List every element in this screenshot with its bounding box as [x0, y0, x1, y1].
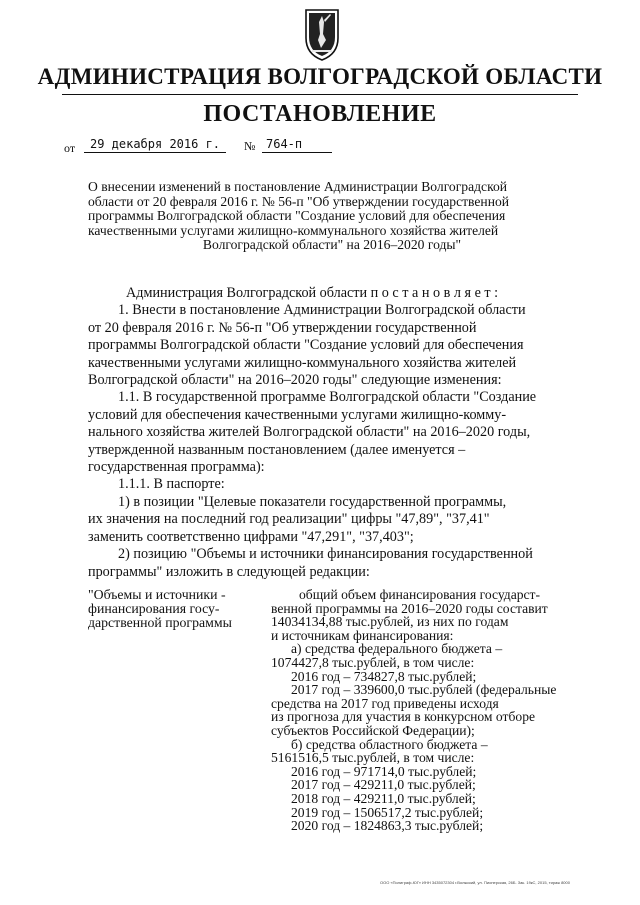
body-line: 1.1.1. В паспорте: — [118, 476, 225, 493]
subject-line: области от 20 февраля 2016 г. № 56-п "Об утверждении государственной — [88, 193, 510, 209]
body-line: условий для обеспечения качественными услугами жилищно-комму- — [88, 406, 507, 423]
body-line: государственная программа): — [88, 459, 265, 476]
volgograd-coat-of-arms-icon — [302, 6, 342, 62]
print-info: ООО «Полиграф-ЮГ» ИНН 3435072304 г.Волжский, ул. Пионерская, 26Б. Зак. 19кС, 2015, тираж 8000 — [380, 880, 570, 885]
value-line: 2020 год – 1824863,3 тыс.рублей; — [291, 818, 484, 834]
body-line: утвержденной названным постановлением (далее именуется – — [88, 441, 466, 458]
value-line: 5161516,5 тыс.рублей, в том числе: — [271, 750, 475, 766]
label-line: финансирования госу- — [88, 601, 220, 617]
organization-title: АДМИНИСТРАЦИЯ ВОЛГОГРАДСКОЙ ОБЛАСТИ — [37, 64, 603, 89]
passport-row-value — [271, 588, 583, 833]
value-line: 2017 год – 339600,0 тыс.рублей (федеральные — [291, 682, 557, 698]
value-line: 2017 год – 429211,0 тыс.рублей; — [291, 777, 476, 793]
subject-line: программы Волгоградской области "Создание условий для обеспечения — [88, 208, 506, 223]
value-line: венной программы на 2016–2020 годы составит — [271, 600, 548, 616]
date-prefix: от — [64, 141, 76, 155]
value-line: 2016 год – 734827,8 тыс.рублей; — [291, 668, 477, 684]
document-type: ПОСТАНОВЛЕНИЕ — [203, 101, 437, 127]
value-line: субъектов Российской Федерации); — [271, 722, 475, 738]
label-line: "Объемы и источники - — [88, 587, 226, 602]
body-line: Администрация Волгоградской области п о с т а н о в л я е т : — [126, 285, 499, 301]
label-line: дарственной программы — [88, 615, 232, 631]
value-line: 2018 год – 429211,0 тыс.рублей; — [291, 790, 476, 806]
body-line: 1) в позиции "Целевые показатели государственной программы, — [118, 493, 507, 510]
body-line: нального хозяйства жителей Волгоградской области" на 2016–2020 годы, — [88, 424, 531, 441]
body-line: Волгоградской области" на 2016–2020 годы" следующие изменения: — [88, 372, 502, 389]
value-line: б) средства областного бюджета – — [291, 736, 488, 752]
body-line: 1. Внести в постановление Администрации Волгоградской области — [118, 302, 526, 319]
body-line: их значения на последний год реализации" цифры "47,89", "37,41" — [88, 511, 490, 528]
document-number: 764-п — [262, 137, 332, 153]
value-line: и источникам финансирования: — [271, 627, 454, 643]
document-date: 29 декабря 2016 г. — [84, 137, 226, 153]
subject-line: О внесении изменений в постановление Администрации Волгоградской — [88, 179, 508, 194]
body-line: заменить соответственно цифрами "47,291", "37,403"; — [88, 528, 414, 545]
body-line: качественными услугами жилищно-коммунального хозяйства жителей — [88, 354, 517, 371]
value-line: 2016 год – 971714,0 тыс.рублей; — [291, 763, 477, 779]
body-line: от 20 февраля 2016 г. № 56-п "Об утверждении государственной — [88, 319, 477, 336]
body-line: 1.1. В государственной программе Волгоградской области "Создание — [118, 389, 537, 406]
subject-line: качественными услугами жилищно-коммунального хозяйства жителей — [88, 222, 499, 238]
value-line: 2019 год – 1506517,2 тыс.рублей; — [291, 804, 484, 820]
value-line: средства на 2017 год приведены исходя — [271, 695, 499, 711]
body-line: программы Волгоградской области "Создание условий для обеспечения — [88, 337, 524, 354]
value-line: а) средства федерального бюджета – — [291, 641, 503, 657]
value-line: 14034134,88 тыс.рублей, из них по годам — [271, 614, 509, 630]
document-body — [88, 285, 578, 581]
header-divider — [62, 94, 578, 95]
body-line: 2) позицию "Объемы и источники финансирования государственной — [118, 546, 533, 563]
subject-line: Волгоградской области" на 2016–2020 годы" — [202, 237, 462, 252]
document-subject — [88, 180, 576, 253]
number-prefix: № — [244, 139, 256, 153]
value-line: 1074427,8 тыс.рублей, в том числе: — [271, 654, 475, 670]
value-line: общий объем финансирования государст- — [299, 587, 541, 602]
body-line: программы" изложить в следующей редакции: — [88, 563, 370, 580]
value-line: из прогноза для участия в конкурсном отборе — [271, 709, 536, 725]
passport-row-label — [88, 588, 258, 631]
